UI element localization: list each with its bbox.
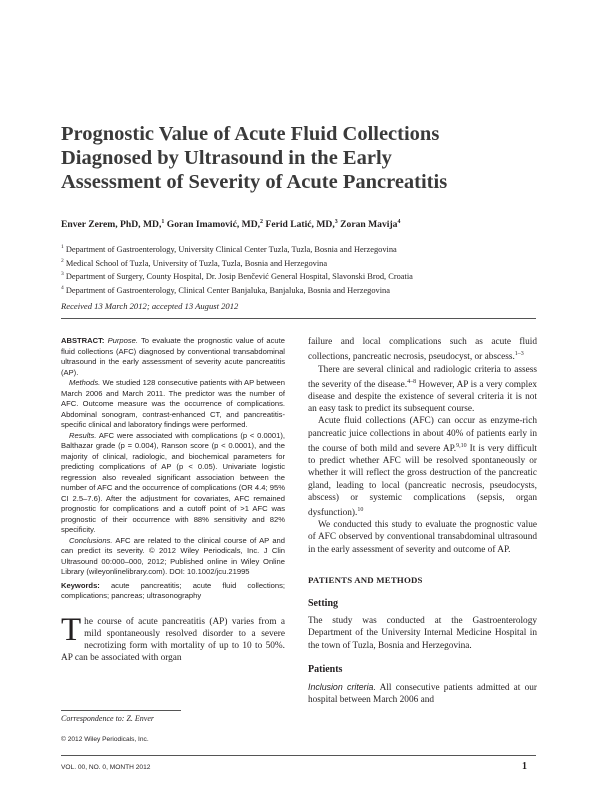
paragraph-text: All consecutive patients admitted at our hospital between March 2006 and (308, 683, 537, 706)
results-text: AFC were associated with complications (p < 0.0001), Balthazar grade (p = 0.004), Ranson score (p < 0.0001), and the majority of clinical, radiologic, and biochemical parameters for predicting complications of AP (p < 0.05). Univariate logistic regression also revealed significant association between the number of AFC and the occurrence of complications (OR 4.4; 95% CI 2.5–7.6). After the adjustment for covariates, AFC remained prognostic for complications and a cutoff point of >1 AFC was prognostic of their occurrence with 88% sensitivity and 82% specificity. (61, 430, 285, 534)
keywords-text: acute pancreatitis; acute fluid collections; complications; pancreas; ultrasonography (61, 580, 285, 600)
affiliation-item (61, 242, 413, 256)
paragraph-text: The study was conducted at the Gastroenterology Department of the University Internal Medicine Hospital in the town of Tuzla, Bosnia and Herzegovina. (308, 616, 537, 651)
article-title (61, 122, 541, 194)
affiliation-text: Department of Gastroenterology, Clinical Center Banjaluka, Banjaluka, Bosnia and Herzegovina (65, 285, 390, 295)
abstract-results (61, 431, 285, 536)
section-heading: PATIENTS AND METHODS (308, 574, 423, 585)
paragraph (308, 415, 537, 519)
affiliation-item (61, 256, 413, 270)
right-column (308, 336, 537, 706)
affiliation-num: 3 (61, 271, 64, 277)
affiliation-num: 4 (61, 284, 64, 291)
citation: 1–3 (514, 351, 524, 358)
author-affil-mark: 3 (334, 219, 338, 225)
footnote-divider (61, 710, 181, 711)
author-affil-mark: 1 (161, 219, 165, 225)
paragraph-text: It is very difficult to predict whether AFC will be resolved spontaneously or whether it will reflect the gross destruction of the pancreatic gland, leading to local (pancreatic necrosis, pseudocysts, abscess) or systemic complications (sepsis, organ dysfunction). (308, 443, 537, 519)
author-name: Goran Imamović, MD, (166, 219, 261, 231)
keywords-label: Keywords: (61, 580, 100, 590)
correspondence: Correspondence to: Z. Enver (61, 714, 155, 723)
affiliation-item (61, 269, 413, 283)
paragraph-text: We conducted this study to evaluate the prognostic value of AFC observed by conventional transabdominal ultrasound in the early assessment of severity and outcome of AP. (308, 520, 537, 555)
purpose-text: To evaluate the prognostic value of acute fluid collections (AFC) diagnosed by conventional transabdominal ultrasound in the early assessment of severity acute pancreatitis (AP). (61, 336, 285, 377)
abstract-methods (61, 378, 285, 431)
paragraph (308, 336, 537, 364)
methods-label: Methods. (69, 378, 101, 387)
affiliation-list (61, 242, 413, 296)
affiliation-item (61, 283, 413, 297)
citation: 10 (357, 506, 364, 513)
copyright: © 2012 Wiley Periodicals, Inc. (61, 736, 149, 743)
paragraph (308, 681, 537, 706)
subsection-heading: Patients (308, 663, 343, 675)
methods-text: We studied 128 consecutive patients with AP between March 2006 and March 2011. The predictor was the number of AFC. Outcome measure was the occurrence of complications. Abdominal sonogram, contrast-enhanced CT, and pancreatitis-specific clinical and laboratory findings were performed. (61, 378, 285, 429)
introduction (61, 611, 285, 665)
subsection-heading: Setting (308, 598, 338, 610)
paragraph-text: failure and local complications such as acute fluid collections, pancreatic necrosis, pseudocyst, or abscess. (308, 337, 537, 363)
paragraph-text: However, AP is a very complex disease and despite the existence of several criteria it is not an easy task to predict its subsequent course. (308, 379, 538, 415)
author-affil-mark: 4 (397, 219, 401, 225)
paragraph-text: There are several clinical and radiologic criteria to assess the severity of the disease. (308, 364, 537, 390)
left-column (61, 336, 285, 664)
drop-cap: T (61, 611, 82, 648)
page-number: 1 (522, 761, 527, 772)
keywords (61, 581, 285, 602)
paragraph-text: Acute fluid collections (AFC) can occur as enzyme-rich pancreatic juice collections in about 40% of patients early in the course of both mild and severe AP. (308, 416, 537, 454)
conclusions-text: AFC are related to the clinical course of AP and can predict its severity. © 2012 Wiley Periodicals, Inc. J Clin Ultrasound 00:000–000, 2012; Published online in Wiley Online Library (wileyonlinelibrary.com). DOI: 10.1002/jcu.21995 (61, 535, 285, 576)
affiliation-num: 1 (61, 244, 64, 250)
purpose-label: Purpose. (107, 336, 138, 345)
affiliation-text: Department of Gastroenterology, University Clinical Center Tuzla, Tuzla, Bosnia and Herzegovina (65, 244, 397, 254)
received-date: Received 13 March 2012; accepted 13 August 2012 (61, 301, 239, 311)
author-name: Ferid Latić, MD, (265, 219, 335, 231)
citation: 9,10 (456, 442, 467, 449)
paragraph (308, 615, 537, 652)
author-list (61, 219, 400, 230)
abstract (61, 336, 285, 578)
conclusions-label: Conclusions. (69, 535, 113, 545)
footer-divider (61, 755, 536, 756)
citation: 4–8 (407, 378, 417, 385)
paragraph (308, 364, 537, 416)
title-line-1: Prognostic Value of Acute Fluid Collections (61, 123, 440, 145)
results-label: Results. (69, 430, 97, 440)
abstract-conclusions (61, 536, 285, 578)
intro-text: he course of acute pancreatitis (AP) varies from a mild spontaneously resolved disorder to a severe necrotizing form with mortality of up to 10 to 50%. AP can be associated with organ (61, 616, 285, 664)
inclusion-label: Inclusion criteria. (308, 682, 376, 693)
abstract-label: ABSTRACT: (61, 336, 105, 345)
author-name: Enver Zerem, PhD, MD, (61, 219, 162, 231)
author-name: Zoran Mavija (340, 219, 398, 231)
header-divider (61, 318, 536, 319)
author-affil-mark: 2 (260, 219, 264, 225)
volume-info: VOL. 00, NO. 0, MONTH 2012 (61, 764, 151, 771)
title-line-3: Assessment of Severity of Acute Pancreatitis (61, 171, 448, 193)
affiliation-text: Medical School of Tuzla, University of Tuzla, Tuzla, Bosnia and Herzegovina (65, 258, 328, 268)
title-line-2: Diagnosed by Ultrasound in the Early (61, 147, 392, 169)
abstract-purpose (61, 336, 285, 378)
affiliation-num: 2 (61, 257, 64, 264)
affiliation-text: Department of Surgery, County Hospital, Dr. Josip Benčević General Hospital, Slavonski Brod, Croatia (65, 271, 413, 281)
paragraph (308, 519, 537, 556)
